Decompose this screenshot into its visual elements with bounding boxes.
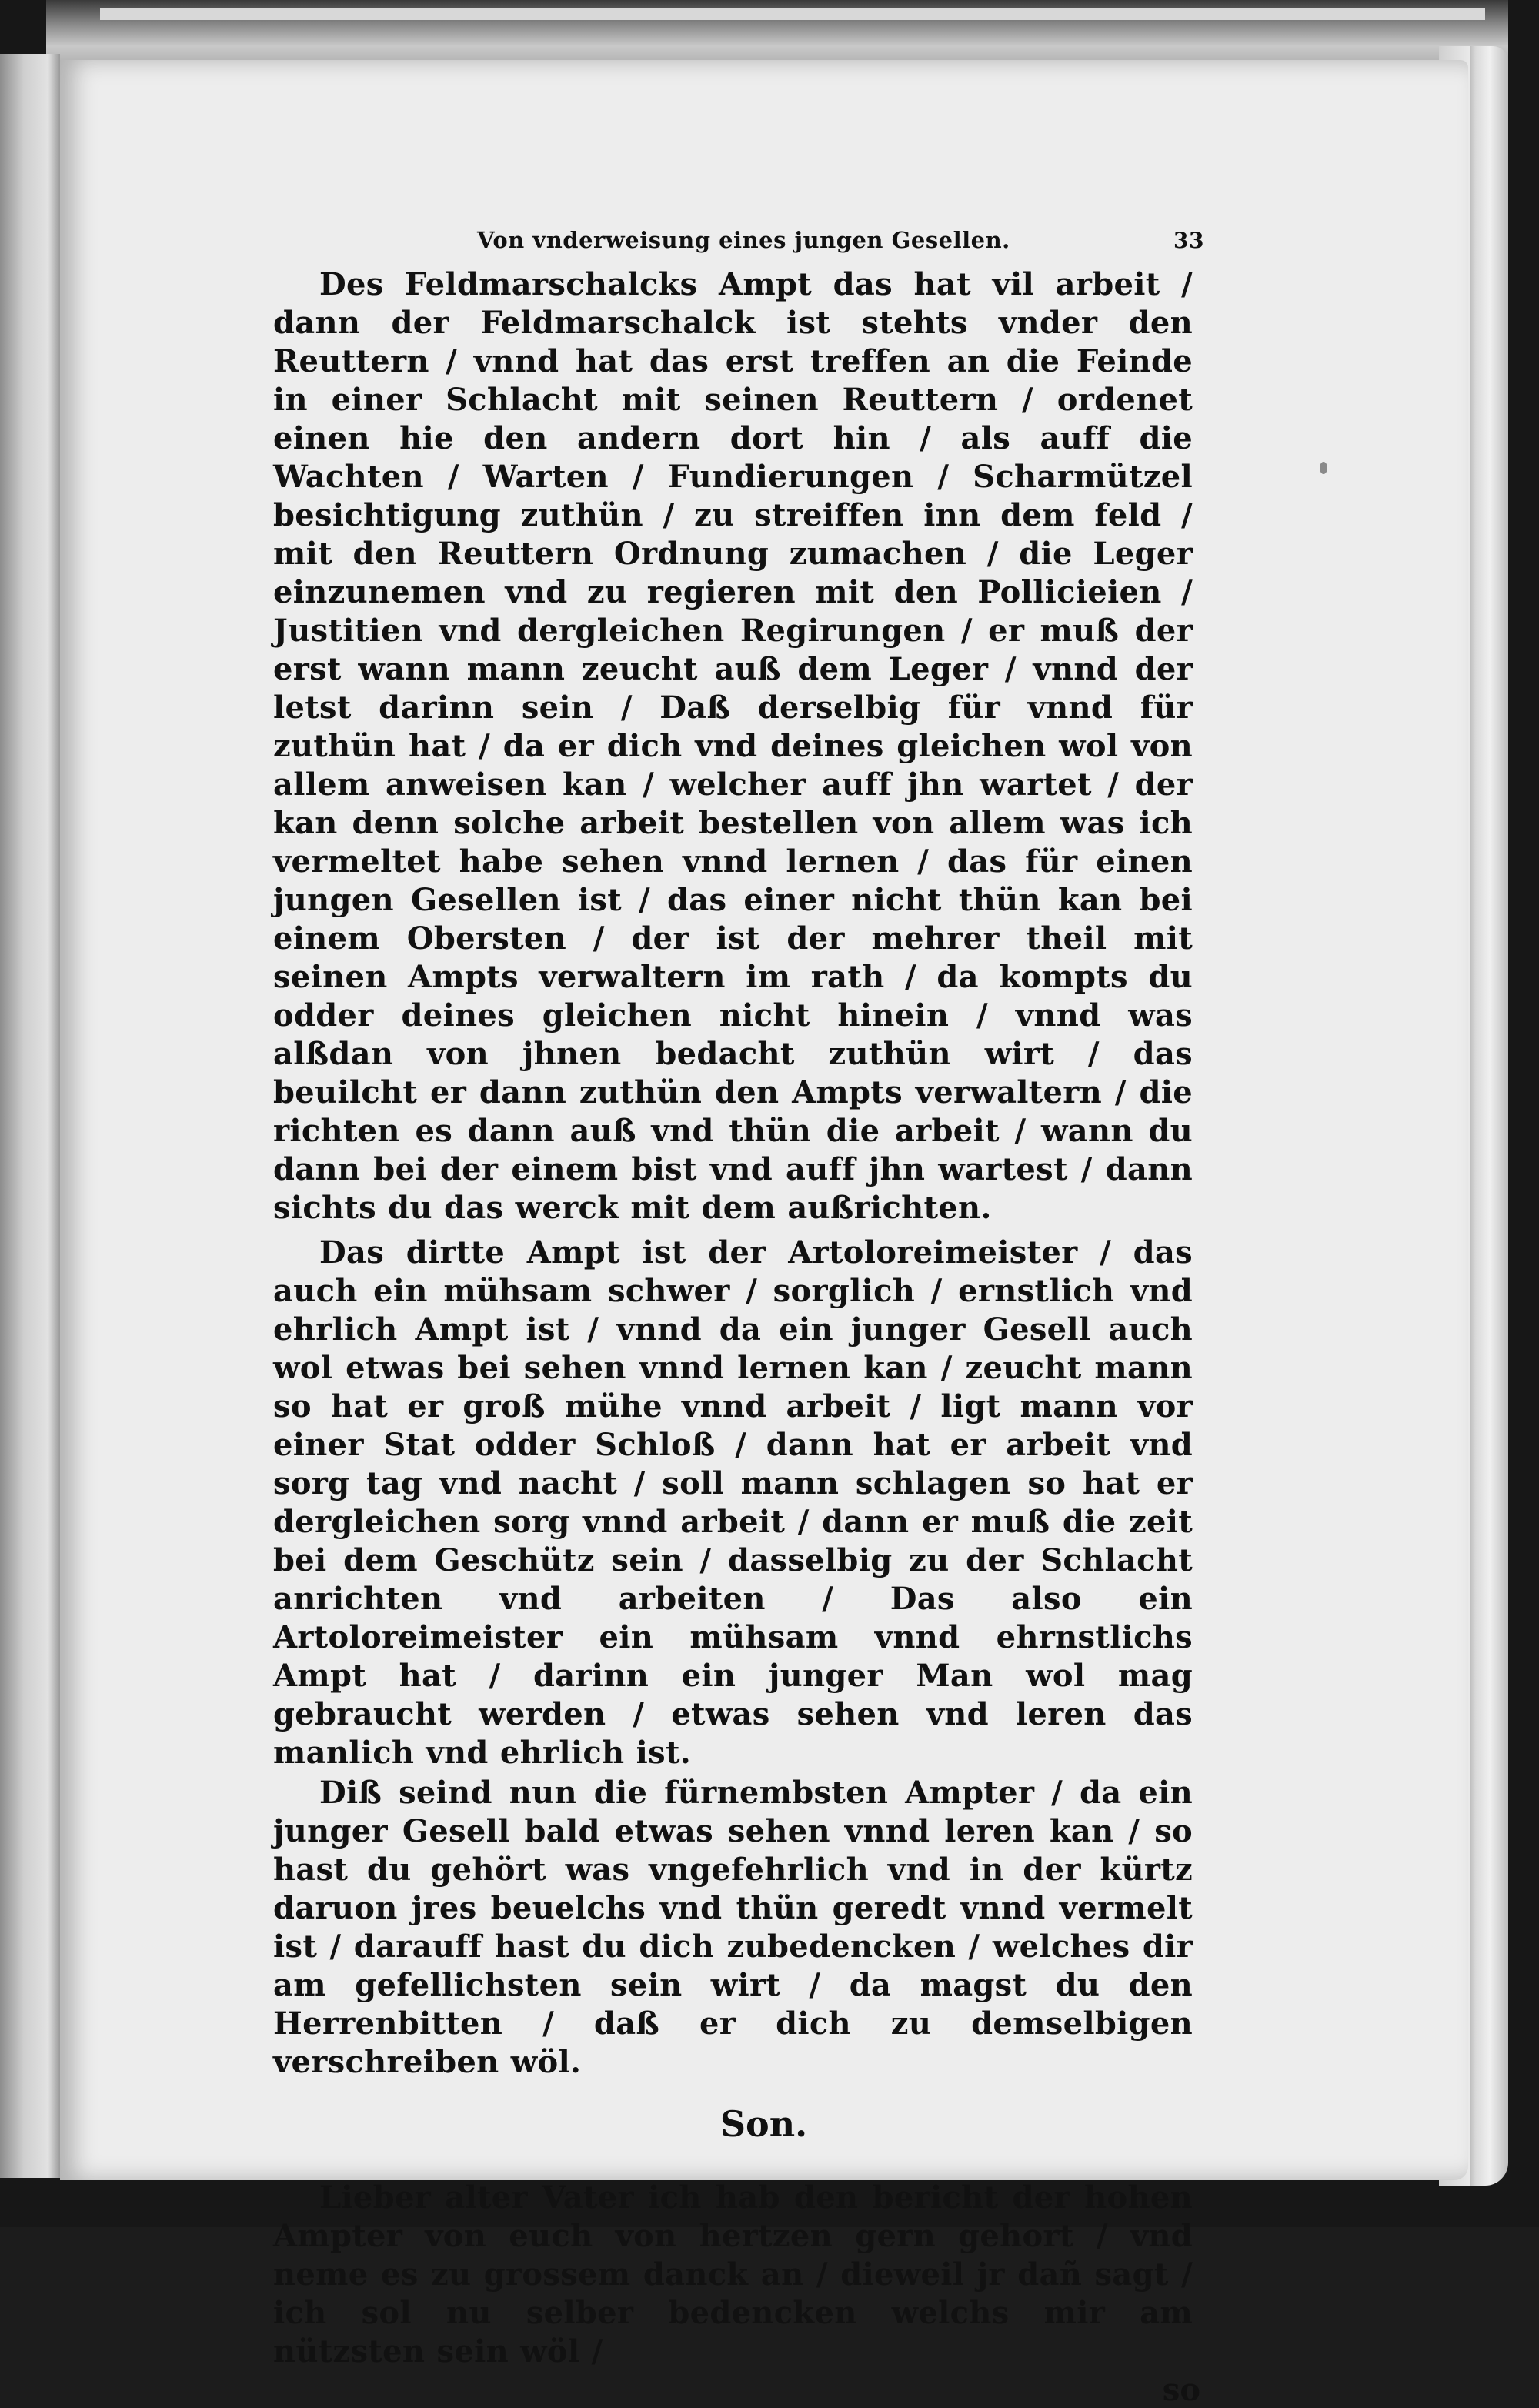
- paragraph-fuernembsten-ampter: Diß seind nun die fürnembsten Ampter / da ein junger Gesell bald etwas sehen vnnd leren kan / so hast du gehört was vngefehrlich vnd in der kürtz daruon jres beuelchs vnd thün geredt vnnd vermelt ist / darauff hast du dich zubedencken / welches dir am gefellichsten sein wirt / da magst du den Herrenbitten / daß er dich zu demselbigen verschreiben wöl.: [273, 1775, 1193, 2080]
- text-block: [273, 227, 1204, 2408]
- page-number: 33: [1173, 228, 1204, 253]
- page-stack-top: [100, 8, 1485, 20]
- header: [477, 227, 1204, 261]
- paragraph-son: Lieber alter Vater ich hab den bericht der hohen Ampter von euch von hertzen gern gehort / vnd neme es zu grossem danck an / dieweil jr dañ sagt / ich sol nu selber bedencken welchs mir am nützsten sein wöl /: [273, 2179, 1193, 2370]
- facing-page-edge: [0, 54, 60, 2178]
- paper-blemish: [1320, 462, 1327, 474]
- speaker-heading: Son.: [719, 2103, 808, 2145]
- catchword: so: [1162, 2372, 1200, 2408]
- running-head: Von vnderweisung eines jungen Gesellen.: [477, 227, 1010, 253]
- paragraph-feldmarschalck: Des Feldmarschalcks Ampt das hat vil arbeit / dann der Feldmarschalck ist stehts vnder den Reuttern / vnnd hat das erst treffen an die Feinde in einer Schlacht mit seinen Reuttern / ordenet einen hie den andern dort hin / als auff die Wachten / Warten / Fundierungen / Scharmützel besichtigung zuthün / zu streiffen inn dem feld / mit den Reuttern Ordnung zumachen / die Leger einzunemen vnd zu regieren mit den Pollicieien / Justitien vnd dergleichen Regirungen / er muß der erst wann mann zeucht auß dem Leger / vnnd der letst darinn sein / Daß derselbig für vnnd für zuthün hat / da er dich vnd deines gleichen wol von allem anweisen kan / welcher auff jhn wartet / der kan denn solche arbeit bestellen von allem was ich vermeltet habe sehen vnnd lernen / das für einen jungen Gesellen ist / das einer nicht thün kan bei einem Obersten / der ist der mehrer theil mit seinen Ampts verwaltern im rath / da kompts du odder deines gleichen nicht hinein / vnnd was alßdan von jhnen bedacht zuthün wirt / das beuilcht er dann zuthün den Ampts verwaltern / die richten es dann auß vnd thün die arbeit / wann du dann bei der einem bist vnd auff jhn wartest / dann sichts du das werck mit dem außrichten.: [273, 266, 1193, 1226]
- paragraph-artoloreimeister: Das dirtte Ampt ist der Artoloreimeister / das auch ein mühsam schwer / sorglich / ernstlich vnd ehrlich Ampt ist / vnnd da ein junger Gesell auch wol etwas bei sehen vnnd lernen kan / zeucht mann so hat er groß mühe vnnd arbeit / ligt mann vor einer Stat odder Schloß / dann hat er arbeit vnd sorg tag vnd nacht / soll mann schlagen so hat er dergleichen sorg vnnd arbeit / dann er muß die zeit bei dem Geschütz sein / dasselbig zu der Schlacht anrichten vnd arbeiten / Das also ein Artoloreimeister ein mühsam vnnd ehrnstlichs Ampt hat / darinn ein junger Man wol mag gebraucht werden / etwas sehen vnd leren das manlich vnd ehrlich ist.: [273, 1234, 1193, 1771]
